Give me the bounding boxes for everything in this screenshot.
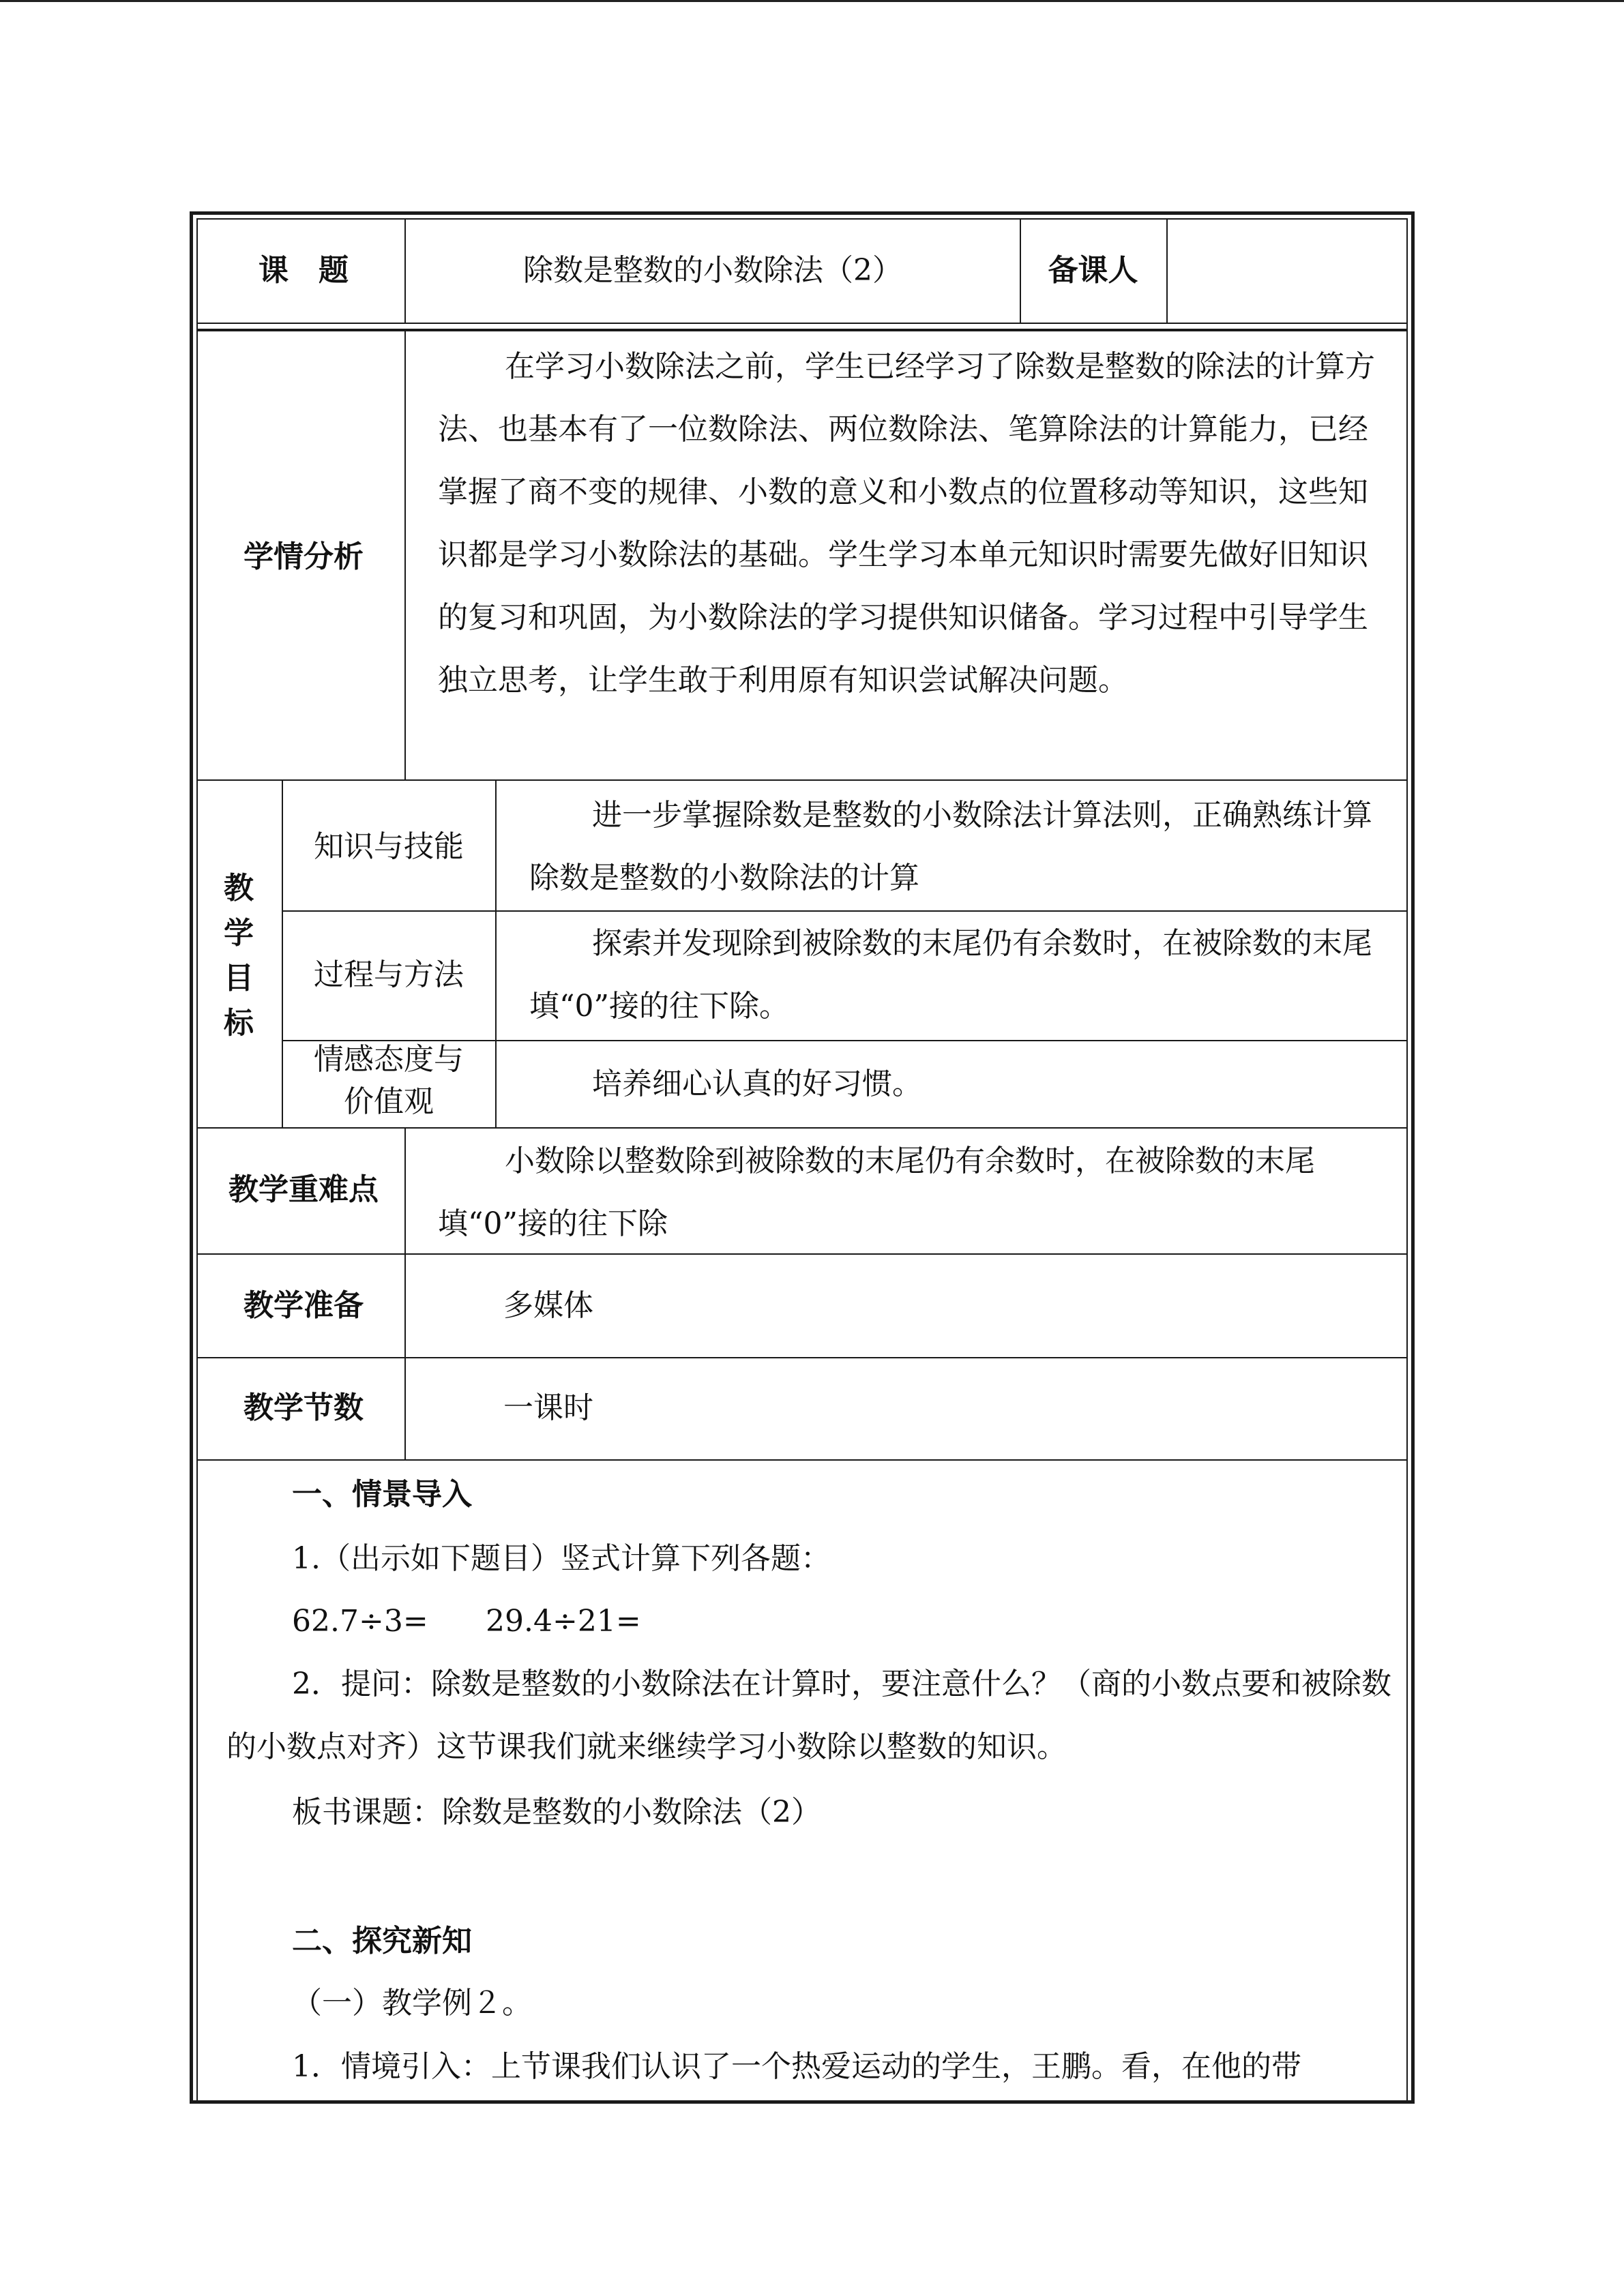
rule-below-preparation: [196, 1357, 1408, 1358]
goal-process-text: 探索并发现除到被除数的末尾仍有余数时，在被除数的末尾填“0”接的往下除。: [529, 926, 1372, 1024]
goal-attitude-label-line1: 情感态度与: [314, 1042, 464, 1077]
section1-item2: 2．提问：除数是整数的小数除法在计算时，要注意什么？（商的小数点要和被除数的小数点对齐）这节课我们就来继续学习小数除以整数的知识。: [226, 1667, 1391, 1764]
goal-knowledge-label: 知识与技能: [314, 829, 464, 864]
col-rule-header-2: [1020, 218, 1021, 324]
goals-label-char-3: 目: [224, 961, 254, 996]
section2-sub1: （一）教学例２。: [292, 1986, 532, 2021]
goals-label-char-1: 教: [224, 871, 254, 906]
rule-goal-row1: [282, 910, 1408, 912]
goal-knowledge-text: 进一步掌握除数是整数的小数除法计算法则，正确熟练计算除数是整数的小数除法的计算: [529, 798, 1372, 895]
rule-below-header: [196, 323, 1408, 324]
top-edge-line: [0, 0, 1624, 2]
col-rule-header-3: [1166, 218, 1168, 324]
goals-label-char-4: 标: [224, 1006, 254, 1041]
section2-item1: 1．情境引入：上节课我们认识了一个热爱运动的学生，王鹏。看，在他的带: [292, 2049, 1301, 2084]
keypoints-label: 教学重难点: [228, 1172, 379, 1207]
periods-value: 一课时: [503, 1390, 593, 1425]
rule-below-periods: [196, 1459, 1408, 1461]
topic-label: 课 题: [259, 253, 349, 288]
goal-attitude-label-line2: 价值观: [344, 1084, 434, 1119]
col-rule-goals-2: [495, 781, 497, 1129]
section1-title: 一、情景导入: [292, 1477, 472, 1512]
goal-attitude-text: 培养细心认真的好习惯。: [592, 1067, 922, 1101]
col-rule-analysis: [404, 331, 406, 781]
keypoints-text: 小数除以整数除到被除数的末尾仍有余数时，在被除数的末尾填“0”接的往下除: [438, 1144, 1315, 1241]
preparation-label: 教学准备: [243, 1288, 364, 1323]
rule-below-goals: [196, 1127, 1408, 1129]
topic-value: 除数是整数的小数除法（2）: [523, 253, 902, 288]
section1-expr1: 62.7÷3=: [292, 1604, 428, 1639]
col-rule-goals-1: [282, 781, 283, 1129]
analysis-label: 学情分析: [243, 539, 364, 574]
analysis-text: 在学习小数除法之前，学生已经学习了除数是整数的除法的计算方法、也基本有了一位数除法、两位数除法、笔算除法的计算能力，已经掌握了商不变的规律、小数的意义和小数点的位置移动等知识，这些知识都是学习小数除法的基础。学生学习本单元知识时需要先做好旧知识的复习和巩固，为小数除法的学习提供知识储备。学习过程中引导学生独立思考，让学生敢于利用原有知识尝试解决问题。: [438, 349, 1375, 698]
preparer-label: 备课人: [1048, 253, 1138, 288]
periods-label: 教学节数: [243, 1390, 364, 1425]
section2-title: 二、探究新知: [292, 1924, 472, 1958]
goals-label-char-2: 学: [224, 916, 254, 951]
rule-below-analysis: [196, 779, 1408, 781]
col-rule-header-1: [404, 218, 406, 324]
preparation-value: 多媒体: [503, 1288, 593, 1323]
rule-below-header-double: [196, 329, 1408, 331]
section1-board: 板书课题：除数是整数的小数除法（2）: [292, 1795, 821, 1830]
section1-expr2: 29.4÷21=: [486, 1604, 641, 1639]
section1-item1: 1.（出示如下题目）竖式计算下列各题：: [292, 1541, 831, 1576]
goal-process-label: 过程与方法: [314, 957, 464, 992]
col-rule-lower: [404, 1129, 406, 1461]
